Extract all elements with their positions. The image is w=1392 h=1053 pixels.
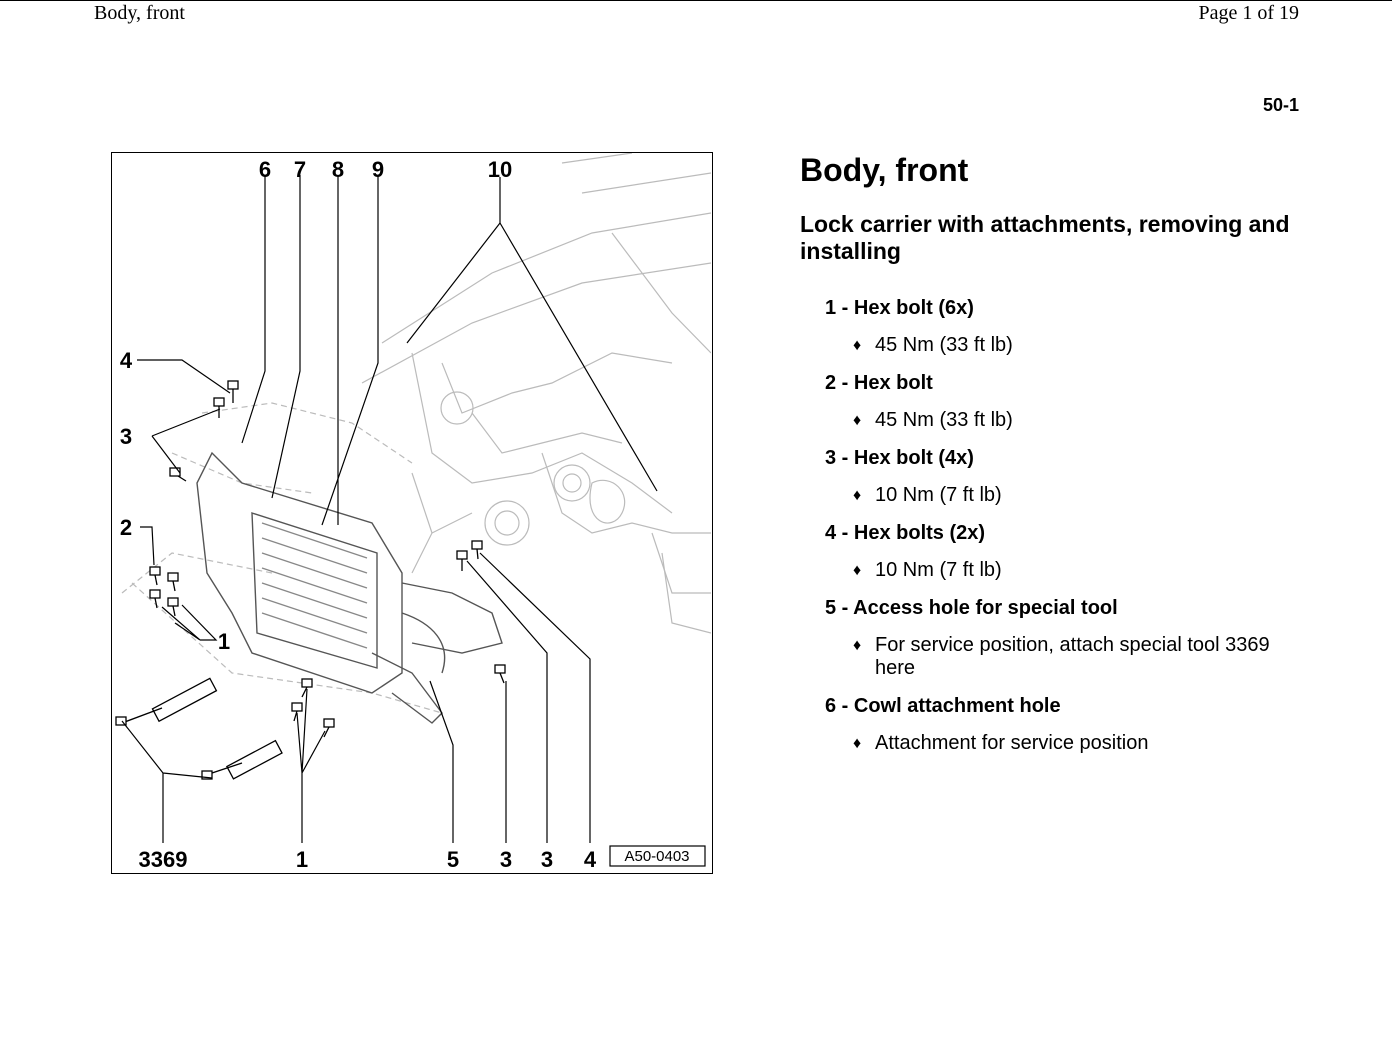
- item-bullet: ♦ 45 Nm (33 ft lb): [853, 334, 1013, 356]
- callout-1-left: 1: [217, 629, 231, 654]
- list-item: [825, 296, 1295, 357]
- item-heading: 5 - Access hole for special tool: [825, 597, 1118, 619]
- item-heading: 3 - Hex bolt (4x): [825, 447, 974, 469]
- callout-4-bottom: 4: [583, 847, 597, 872]
- exploded-diagram: [111, 152, 713, 874]
- diamond-bullet-icon: ♦: [853, 412, 862, 429]
- item-heading: 4 - Hex bolts (2x): [825, 522, 986, 544]
- page-title: Body, front: [800, 152, 969, 188]
- component-list: [825, 296, 1295, 769]
- diamond-bullet-icon: ♦: [853, 337, 862, 354]
- header-title: Body, front: [94, 2, 185, 24]
- item-bullet: ♦ 10 Nm (7 ft lb): [853, 559, 1002, 581]
- list-item: [825, 521, 1295, 582]
- lock-carrier-outline: [197, 453, 502, 723]
- bolts: [116, 381, 505, 779]
- diamond-bullet-icon: ♦: [853, 735, 862, 752]
- figure-ref-number: A50-0403: [624, 848, 690, 865]
- item-heading: 1 - Hex bolt (6x): [825, 297, 974, 319]
- callout-8: 8: [331, 157, 345, 182]
- leader-lines: [119, 175, 657, 843]
- list-item: [825, 446, 1295, 507]
- diamond-bullet-icon: ♦: [853, 487, 862, 504]
- callout-3-bottom-a: 3: [499, 847, 513, 872]
- page-counter: Page 1 of 19: [1198, 2, 1299, 24]
- callout-3-left: 3: [119, 424, 133, 449]
- item-bullet: ♦ 45 Nm (33 ft lb): [853, 409, 1013, 431]
- callout-5: 5: [446, 847, 460, 872]
- callout-2: 2: [119, 515, 133, 540]
- callout-7: 7: [293, 157, 307, 182]
- callout-1-bottom: 1: [295, 847, 309, 872]
- callout-10: 10: [487, 157, 513, 182]
- callout-4-left: 4: [119, 348, 133, 373]
- list-item: [825, 694, 1295, 755]
- item-bullet: ♦ For service position, attach special tool 3369 here: [853, 634, 1270, 679]
- item-bullet: ♦ Attachment for service position: [853, 732, 1149, 754]
- item-heading: 6 - Cowl attachment hole: [825, 695, 1061, 717]
- callout-3-bottom-b: 3: [540, 847, 554, 872]
- item-heading: 2 - Hex bolt: [825, 372, 933, 394]
- item-bullet: ♦ 10 Nm (7 ft lb): [853, 484, 1002, 506]
- callout-9: 9: [371, 157, 385, 182]
- list-item: [825, 596, 1295, 680]
- diamond-bullet-icon: ♦: [853, 637, 862, 654]
- section-code: 50-1: [1262, 95, 1299, 115]
- diamond-bullet-icon: ♦: [853, 562, 862, 579]
- diagram-svg: [112, 153, 711, 872]
- list-item: [825, 371, 1295, 432]
- callout-3369: 3369: [138, 847, 188, 872]
- procedure-subtitle: Lock carrier with attachments, removing and installing: [800, 211, 1290, 264]
- header-rule: [0, 0, 1392, 1]
- callout-6: 6: [258, 157, 272, 182]
